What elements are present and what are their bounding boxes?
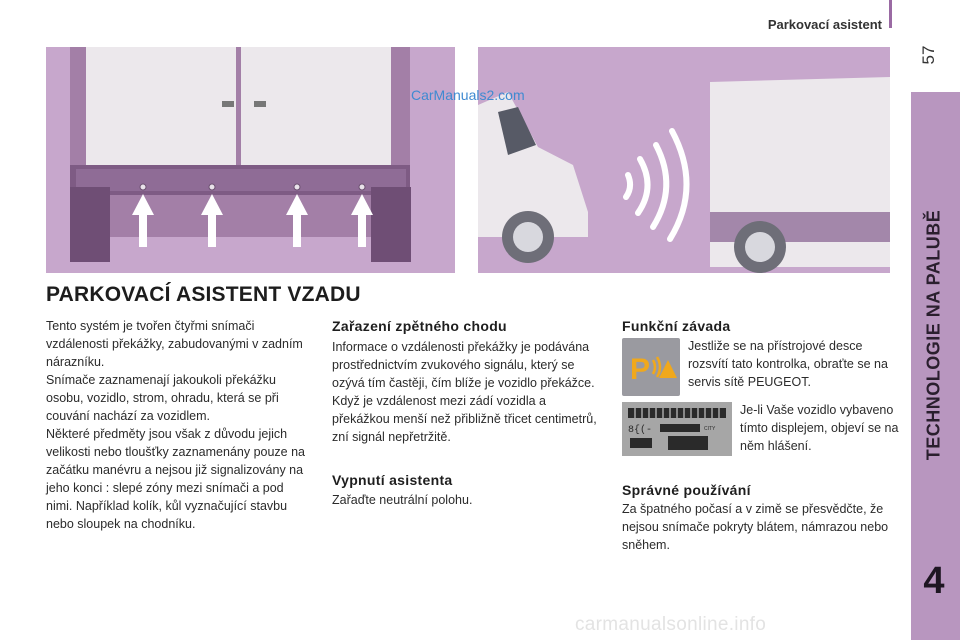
correct-use-text (622, 500, 902, 554)
fault-text (688, 337, 898, 391)
intro-paragraph-2: Snímače zaznamenají jakoukoli překážku osobu, vozidlo, strom, ohradu, která se při couvání nachází za vozidlem. (46, 373, 279, 423)
intro-paragraph-1: Tento systém je tvořen čtyřmi snímači vzdálenosti překážky, zabudovanými v zadním nárazníku. (46, 319, 303, 369)
page-number: 57 (919, 45, 938, 65)
intro-paragraph-3: Některé předměty jsou však z důvodu jejich velikosti nebo tloušťky zaznamenány pouze na začátku manévru a nejsou již signalizovány na jeho konci : slepé zóny mezi snímači a pod nimi. Například kolík, kůl vyznačující stavbu nebo sloupek na chodníku. (46, 427, 306, 531)
section-heading: PARKOVACÍ ASISTENT VZADU (46, 283, 361, 306)
reverse-paragraph-2: Když je vzdálenost mezi zádí vozidla a překážkou menší než přibližně třicet centimetrů, zní signál nepřetržitě. (332, 394, 597, 444)
watermark-footer: carmanualsonline.info (575, 614, 767, 635)
watermark-carmanuals: CarManuals2.com (411, 87, 525, 103)
fault-paragraph-1: Jestliže se na přístrojové desce rozsvítí tato kontrolka, obraťte se na servis sítě PEUGEOT. (688, 339, 888, 389)
header-rule (889, 0, 892, 28)
chapter-title: TECHNOLOGIE NA PALUBĚ (923, 209, 944, 461)
correct-use-paragraph: Za špatného počasí a v zimě se přesvědčte, že nejsou snímače pokryty blátem, námrazou nebo sněhem. (622, 502, 889, 552)
parking-signal-illustration (478, 47, 890, 273)
fault-heading: Funkční závada (622, 318, 731, 334)
rear-bumper-illustration (46, 47, 455, 273)
display-text (740, 401, 900, 455)
intro-text (46, 317, 308, 533)
switch-off-paragraph: Zařaďte neutrální polohu. (332, 493, 473, 507)
fault-paragraph-2: Je-li Vaše vozidlo vybaveno tímto displejem, objeví se na něm hlášení. (740, 403, 899, 453)
chapter-number: 4 (923, 560, 945, 602)
correct-use-heading: Správné používání (622, 482, 751, 498)
reverse-paragraph-1: Informace o vzdálenosti překážky je podávána prostřednictvím zvukového signálu, který se ozývá tím častěji, čím blíže je vozidlo překážce. (332, 340, 595, 390)
svg-text:P: P (630, 353, 651, 386)
switch-off-heading: Vypnutí asistenta (332, 472, 453, 488)
van-rear-sensors-image (46, 47, 455, 273)
reverse-gear-heading: Zařazení zpětného chodu (332, 318, 507, 334)
svg-text:CITY: CITY (704, 426, 716, 432)
reverse-gear-text (332, 338, 602, 446)
vans-soundwave-image (478, 47, 890, 273)
multifunction-display-icon (622, 402, 732, 456)
page-header-title: Parkovací asistent (767, 17, 882, 32)
svg-text:8{(-: 8{(- (628, 425, 653, 436)
parking-warning-lamp-icon (622, 338, 680, 396)
switch-off-text (332, 491, 602, 509)
